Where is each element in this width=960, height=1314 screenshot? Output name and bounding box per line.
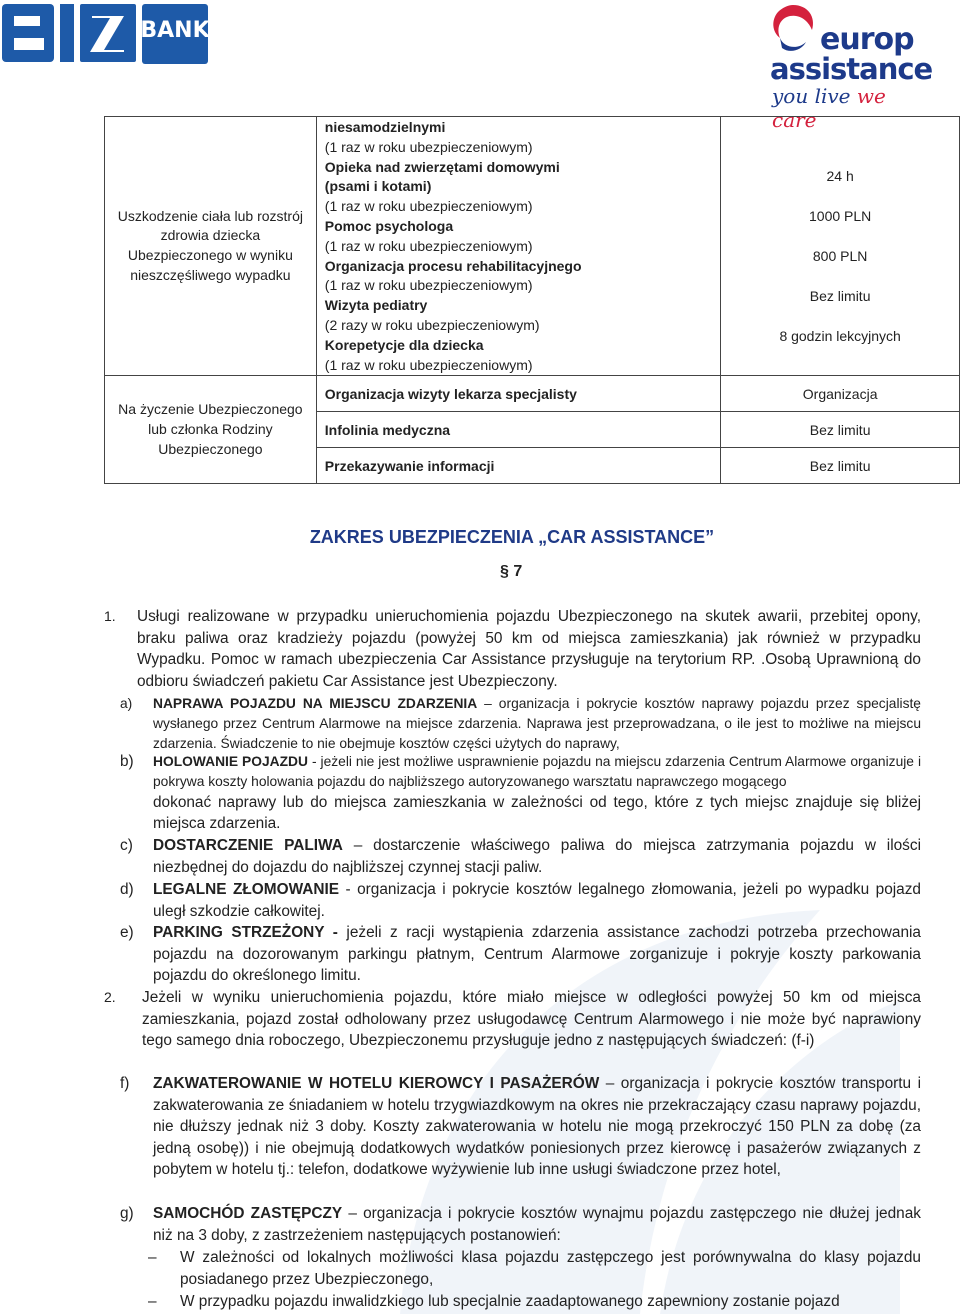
paragraph-2: Jeżeli w wyniku unieruchomienia pojazdu, które miało miejsce w odległości powyżej 50 km od miejsca zamieszkania, pojazd został odholowany przez usługodawcę Centrum Alarmowego i nie może być naprawiony tego samego dnia roboczego, Ubezpieczonemu przysługuje jedno z następujących świadczeń: (f-i) bbox=[142, 989, 921, 1050]
ea-brand-line2: assistance bbox=[770, 52, 933, 86]
item-label: b) bbox=[120, 753, 134, 770]
item-label: d) bbox=[120, 881, 134, 898]
item-label: g) bbox=[120, 1205, 134, 1222]
service-name: Opieka nad zwierzętami domowymi (psami i kotami) bbox=[324, 158, 560, 195]
item-f: ZAKWATEROWANIE W HOTELU KIEROWCY I PASAŻERÓW – organizacja i pokrycie kosztów transportu i zakwaterowania ze śniadaniem w hotelu trzygwiazdkowym na okres nie przekraczający czasu naprawy pojazdu, nie dłuższy jednak niż 3 doby. Koszty zakwaterowania w hotelu nie mogą przekroczyć 150 PLN za dobę (za jedną osobę)) i nie obejmują dodatkowych wydatków poniesionych przez kierowcę i pasażerów związanych z pobytem w hotelu tj.: telefon, dodatkowe wyżywienie lub inne usługi świadczone przez hotel, bbox=[153, 1075, 921, 1179]
category-cell: Uszkodzenie ciała lub rozstrój zdrowia dziecka Ubezpieczonego w wyniku nieszczęśliwego wypadku bbox=[105, 117, 317, 376]
table-row bbox=[105, 376, 960, 412]
item-e: PARKING STRZEŻONY - jeżeli z racji wystąpienia zdarzenia assistance zachodzi potrzeba przechowania pojazdu na dozorowanym parkingu płatnym, Centrum Alarmowe zorganizuje i pokryje koszty parkowania pojazdu do określonego limitu. bbox=[153, 924, 921, 985]
limit-value: Organizacja bbox=[721, 376, 960, 412]
limit-value: 24 h bbox=[826, 168, 854, 184]
limit-value: Bez limitu bbox=[809, 288, 871, 304]
values-cell bbox=[721, 117, 960, 376]
service-note: (1 raz w roku ubezpieczeniowym) bbox=[324, 277, 533, 294]
service-name: Organizacja procesu rehabilitacyjnego bbox=[324, 257, 582, 274]
europ-assistance-logo bbox=[768, 2, 933, 132]
dash-item: W zależności od lokalnych możliwości klasa pojazdu zastępczego jest porównywalna do klasy pojazdu posiadanego przez Ubezpieczonego, bbox=[180, 1249, 921, 1288]
item-number: 1. bbox=[104, 608, 116, 624]
ea-brand-line1: europ bbox=[820, 22, 914, 57]
service-note: (1 raz w roku ubezpieczeniowym) bbox=[324, 237, 533, 254]
limit-value: 1000 PLN bbox=[809, 208, 872, 224]
biz-bank-logo bbox=[0, 0, 212, 70]
item-label: a) bbox=[120, 696, 133, 711]
service-note: (1 raz w roku ubezpieczeniowym) bbox=[324, 198, 533, 215]
service-cell: Przekazywanie informacji bbox=[316, 448, 721, 484]
svg-text:BANK: BANK bbox=[140, 18, 210, 43]
services-cell bbox=[316, 117, 721, 376]
service-name: niesamodzielnymi bbox=[324, 119, 446, 135]
service-note: (1 raz w roku ubezpieczeniowym) bbox=[324, 356, 533, 373]
item-label: e) bbox=[120, 924, 134, 941]
paragraph-1: Usługi realizowane w przypadku unieruchomienia pojazdu Ubezpieczonego na skutek awarii, przebitej opony, braku paliwa oraz kradzieży pojazdu (powyżej 50 km od miejsca zamieszkania) jak również w przypadku Wypadku. Pomoc w ramach ubezpieczenia Car Assistance przysługuje na terytorium RP. .Osobą Uprawnioną do odbioru świadczeń pakietu Car Assistance jest Ubezpieczony. bbox=[137, 608, 921, 690]
service-name: Wizyta pediatry bbox=[324, 297, 428, 314]
item-label: c) bbox=[120, 837, 133, 854]
item-c: DOSTARCZENIE PALIWA – dostarczenie właściwego paliwa do miejsca zatrzymania pojazdu w ilości niezbędnej do dojazdu do najbliższej czynnej stacji paliw. bbox=[153, 837, 921, 876]
dash-marker: – bbox=[148, 1293, 157, 1310]
ea-swirl-icon bbox=[768, 2, 818, 54]
paragraph-sign: § 7 bbox=[500, 563, 523, 580]
item-d: LEGALNE ZŁOMOWANIE - organizacja i pokrycie kosztów legalnego złomowania, jeżeli po wypadku pojazd uległ szkodzie całkowitej. bbox=[153, 881, 921, 920]
service-note: (2 razy w roku ubezpieczeniowym) bbox=[324, 316, 540, 333]
item-a: NAPRAWA POJAZDU NA MIEJSCU ZDARZENIA – organizacja i pokrycie kosztów naprawy pojazdu przez specjalistę wysłanego przez Centrum Alarmowe na miejsce zdarzenia. Naprawa jest przeprowadzana, o ile jest to możliwe na miejscu zdarzenia. Świadczenie to nie obejmuje kosztów części użytych do naprawy, bbox=[153, 696, 921, 751]
item-b: HOLOWANIE POJAZDU - jeżeli nie jest możliwe usprawnienie pojazdu na miejscu zdarzenia Centrum Alarmowe organizuje i pokrywa koszty holowania pojazdu do najbliższego autoryzowanego warsztatu naprawczego mogącego dokonać naprawy lub do miejsca zamieszkania w zależności od tego, które z tych miejsc znajduje się bliżej miejsca zdarzenia. bbox=[153, 754, 922, 833]
section-heading: ZAKRES UBEZPIECZENIA „CAR ASSISTANCE” bbox=[309, 527, 715, 547]
item-label: f) bbox=[120, 1075, 130, 1092]
dash-marker: – bbox=[148, 1249, 157, 1266]
dash-item: W przypadku pojazdu inwalidzkiego lub specjalnie zaadaptowanego zapewniony zostanie pojazd bbox=[180, 1293, 840, 1310]
ea-tagline: you live we care bbox=[772, 84, 886, 132]
service-name: Pomoc psychologa bbox=[324, 217, 454, 234]
coverage-table bbox=[104, 116, 960, 484]
limit-value: 8 godzin lekcyjnych bbox=[779, 328, 901, 344]
table-row bbox=[105, 117, 960, 376]
limit-value: Bez limitu bbox=[721, 448, 960, 484]
item-number: 2. bbox=[104, 989, 116, 1005]
service-cell: Organizacja wizyty lekarza specjalisty bbox=[316, 376, 721, 412]
category-cell: Na życzenie Ubezpieczonego lub członka Rodziny Ubezpieczonego bbox=[105, 376, 317, 484]
item-g: SAMOCHÓD ZASTĘPCZY – organizacja i pokrycie kosztów wynajmu pojazdu zastępczego nie dłużej jednak niż na 3 doby, z zastrzeżeniem następujących postanowień: bbox=[153, 1205, 921, 1244]
service-note: (1 raz w roku ubezpieczeniowym) bbox=[324, 138, 533, 155]
service-cell: Infolinia medyczna bbox=[316, 412, 721, 448]
limit-value: Bez limitu bbox=[721, 412, 960, 448]
limit-value: 800 PLN bbox=[812, 248, 868, 264]
service-name: Korepetycje dla dziecka bbox=[324, 336, 484, 353]
